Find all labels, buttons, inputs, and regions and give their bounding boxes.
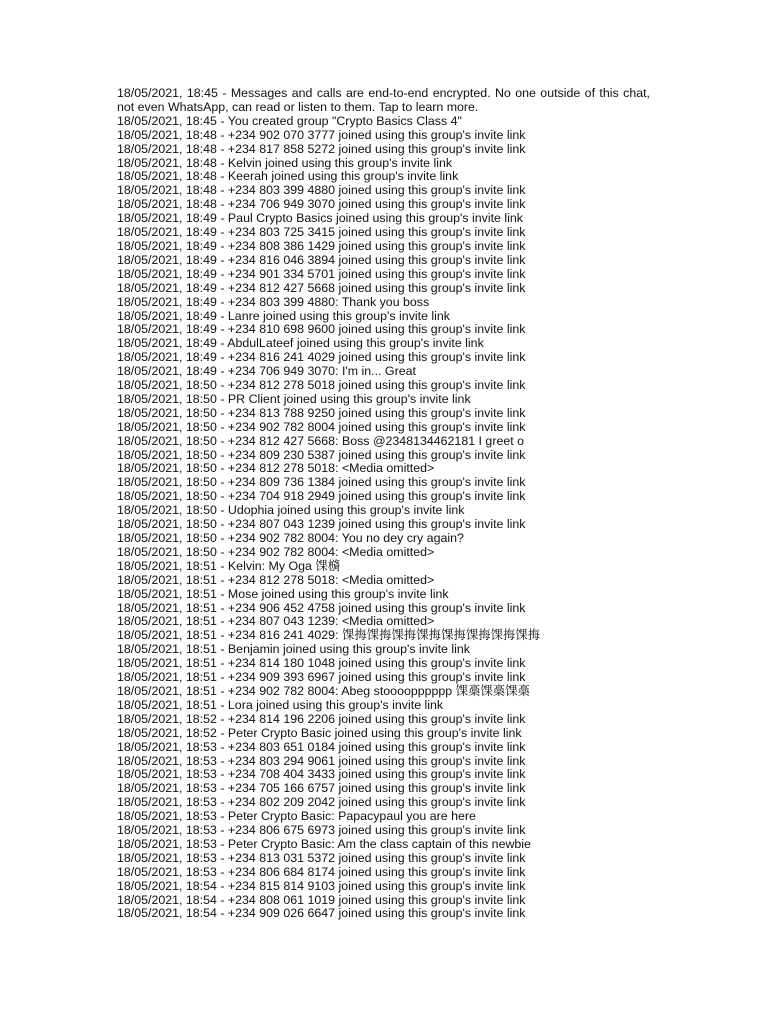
chat-line: 18/05/2021, 18:48 - +234 902 070 3777 joined using this group's invite link xyxy=(117,127,526,142)
chat-line: 18/05/2021, 18:50 - +234 809 736 1384 joined using this group's invite link xyxy=(117,475,526,490)
chat-line: 18/05/2021, 18:50 - +234 812 278 5018: <Media omitted> xyxy=(117,461,435,476)
chat-line: 18/05/2021, 18:48 - +234 817 858 5272 joined using this group's invite link xyxy=(117,141,526,156)
chat-line: 18/05/2021, 18:53 - +234 705 166 6757 joined using this group's invite link xyxy=(117,781,526,796)
chat-line: 18/05/2021, 18:49 - AbdulLateef joined using this group's invite link xyxy=(117,336,484,351)
chat-line: 18/05/2021, 18:52 - +234 814 196 2206 joined using this group's invite link xyxy=(117,711,526,726)
chat-line: 18/05/2021, 18:51 - Kelvin: My Oga 馃檹 xyxy=(117,558,341,573)
chat-line: 18/05/2021, 18:50 - +234 902 782 8004: <Media omitted> xyxy=(117,544,435,559)
chat-line: 18/05/2021, 18:50 - +234 812 427 5668: Boss @2348134462181 I greet o xyxy=(117,433,525,448)
chat-line: 18/05/2021, 18:49 - +234 706 949 3070: I'm in... Great xyxy=(117,364,416,379)
chat-line: 18/05/2021, 18:54 - +234 815 814 9103 joined using this group's invite link xyxy=(117,878,526,893)
chat-line: 18/05/2021, 18:50 - +234 704 918 2949 joined using this group's invite link xyxy=(117,489,526,504)
chat-line: 18/05/2021, 18:51 - +234 909 393 6967 joined using this group's invite link xyxy=(117,670,526,685)
chat-line: 18/05/2021, 18:54 - +234 808 061 1019 joined using this group's invite link xyxy=(117,892,526,907)
chat-line: 18/05/2021, 18:53 - +234 802 209 2042 joined using this group's invite link xyxy=(117,795,526,810)
chat-line: 18/05/2021, 18:50 - +234 902 782 8004: You no dey cry again? xyxy=(117,531,464,545)
chat-line: 18/05/2021, 18:51 - +234 814 180 1048 joined using this group's invite link xyxy=(117,656,526,671)
chat-line: 18/05/2021, 18:49 - Paul Crypto Basics joined using this group's invite link xyxy=(117,211,523,226)
chat-line: 18/05/2021, 18:51 - +234 812 278 5018: <Media omitted> xyxy=(117,572,435,587)
chat-line: 18/05/2021, 18:53 - +234 806 675 6973 joined using this group's invite link xyxy=(117,823,526,838)
chat-line: 18/05/2021, 18:53 - +234 806 684 8174 joined using this group's invite link xyxy=(117,864,526,879)
chat-line: 18/05/2021, 18:53 - +234 803 651 0184 joined using this group's invite link xyxy=(117,739,526,754)
chat-line: 18/05/2021, 18:53 - +234 813 031 5372 joined using this group's invite link xyxy=(117,850,526,865)
chat-line: 18/05/2021, 18:51 - Benjamin joined using this group's invite link xyxy=(117,642,470,657)
chat-line: 18/05/2021, 18:50 - +234 813 788 9250 joined using this group's invite link xyxy=(117,405,526,420)
chat-line: 18/05/2021, 18:49 - +234 901 334 5701 joined using this group's invite link xyxy=(117,266,526,281)
chat-line: 18/05/2021, 18:48 - Keerah joined using this group's invite link xyxy=(117,169,459,184)
chat-line: 18/05/2021, 18:51 - +234 902 782 8004: Abeg stoooopppppp 馃槀馃槀馃槀 xyxy=(117,683,530,698)
chat-line: 18/05/2021, 18:49 - Lanre joined using this group's invite link xyxy=(117,308,451,323)
chat-line: 18/05/2021, 18:51 - Mose joined using this group's invite link xyxy=(117,586,449,601)
chat-log xyxy=(117,87,650,921)
chat-line: 18/05/2021, 18:48 - Kelvin joined using this group's invite link xyxy=(117,155,453,170)
chat-line: 18/05/2021, 18:49 - +234 808 386 1429 joined using this group's invite link xyxy=(117,238,526,253)
chat-line: 18/05/2021, 18:50 - +234 902 782 8004 joined using this group's invite link xyxy=(117,419,526,434)
chat-line: 18/05/2021, 18:49 - +234 803 725 3415 joined using this group's invite link xyxy=(117,225,526,240)
chat-line: 18/05/2021, 18:49 - +234 803 399 4880: Thank you boss xyxy=(117,294,430,309)
chat-line: 18/05/2021, 18:50 - +234 807 043 1239 joined using this group's invite link xyxy=(117,517,526,532)
chat-line: 18/05/2021, 18:53 - +234 803 294 9061 joined using this group's invite link xyxy=(117,753,526,768)
chat-line: 18/05/2021, 18:53 - +234 708 404 3433 joined using this group's invite link xyxy=(117,767,526,782)
chat-line: 18/05/2021, 18:48 - +234 803 399 4880 joined using this group's invite link xyxy=(117,183,526,198)
chat-line: 18/05/2021, 18:51 - +234 906 452 4758 joined using this group's invite link xyxy=(117,600,526,615)
chat-line: 18/05/2021, 18:45 - You created group "Crypto Basics Class 4" xyxy=(117,113,462,128)
chat-line: 18/05/2021, 18:50 - Udophia joined using this group's invite link xyxy=(117,503,465,518)
chat-line: 18/05/2021, 18:49 - +234 812 427 5668 joined using this group's invite link xyxy=(117,280,526,295)
chat-line: 18/05/2021, 18:50 - PR Client joined using this group's invite link xyxy=(117,391,471,406)
chat-line-intro: 18/05/2021, 18:45 - Messages and calls are end-to-end encrypted. No one outside of this chat, not even WhatsApp, can read or listen to them. Tap to learn more. xyxy=(117,86,650,114)
chat-line: 18/05/2021, 18:49 - +234 810 698 9600 joined using this group's invite link xyxy=(117,322,526,337)
chat-line: 18/05/2021, 18:48 - +234 706 949 3070 joined using this group's invite link xyxy=(117,197,526,212)
chat-line: 18/05/2021, 18:53 - Peter Crypto Basic: Papacypaul you are here xyxy=(117,809,476,824)
chat-line: 18/05/2021, 18:51 - +234 816 241 4029: 馃挴馃挴馃挴馃挴馃挴馃挴馃挴馃挴 xyxy=(117,628,541,643)
chat-line: 18/05/2021, 18:53 - Peter Crypto Basic: Am the class captain of this newbie xyxy=(117,836,531,851)
chat-line: 18/05/2021, 18:50 - +234 809 230 5387 joined using this group's invite link xyxy=(117,447,526,462)
chat-line: 18/05/2021, 18:51 - +234 807 043 1239: <Media omitted> xyxy=(117,614,435,629)
chat-line: 18/05/2021, 18:52 - Peter Crypto Basic joined using this group's invite link xyxy=(117,725,522,740)
chat-line: 18/05/2021, 18:50 - +234 812 278 5018 joined using this group's invite link xyxy=(117,378,526,393)
chat-line: 18/05/2021, 18:49 - +234 816 046 3894 joined using this group's invite link xyxy=(117,252,526,267)
chat-line: 18/05/2021, 18:49 - +234 816 241 4029 joined using this group's invite link xyxy=(117,350,526,365)
chat-line: 18/05/2021, 18:51 - Lora joined using this group's invite link xyxy=(117,697,444,712)
chat-line: 18/05/2021, 18:54 - +234 909 026 6647 joined using this group's invite link xyxy=(117,906,526,921)
